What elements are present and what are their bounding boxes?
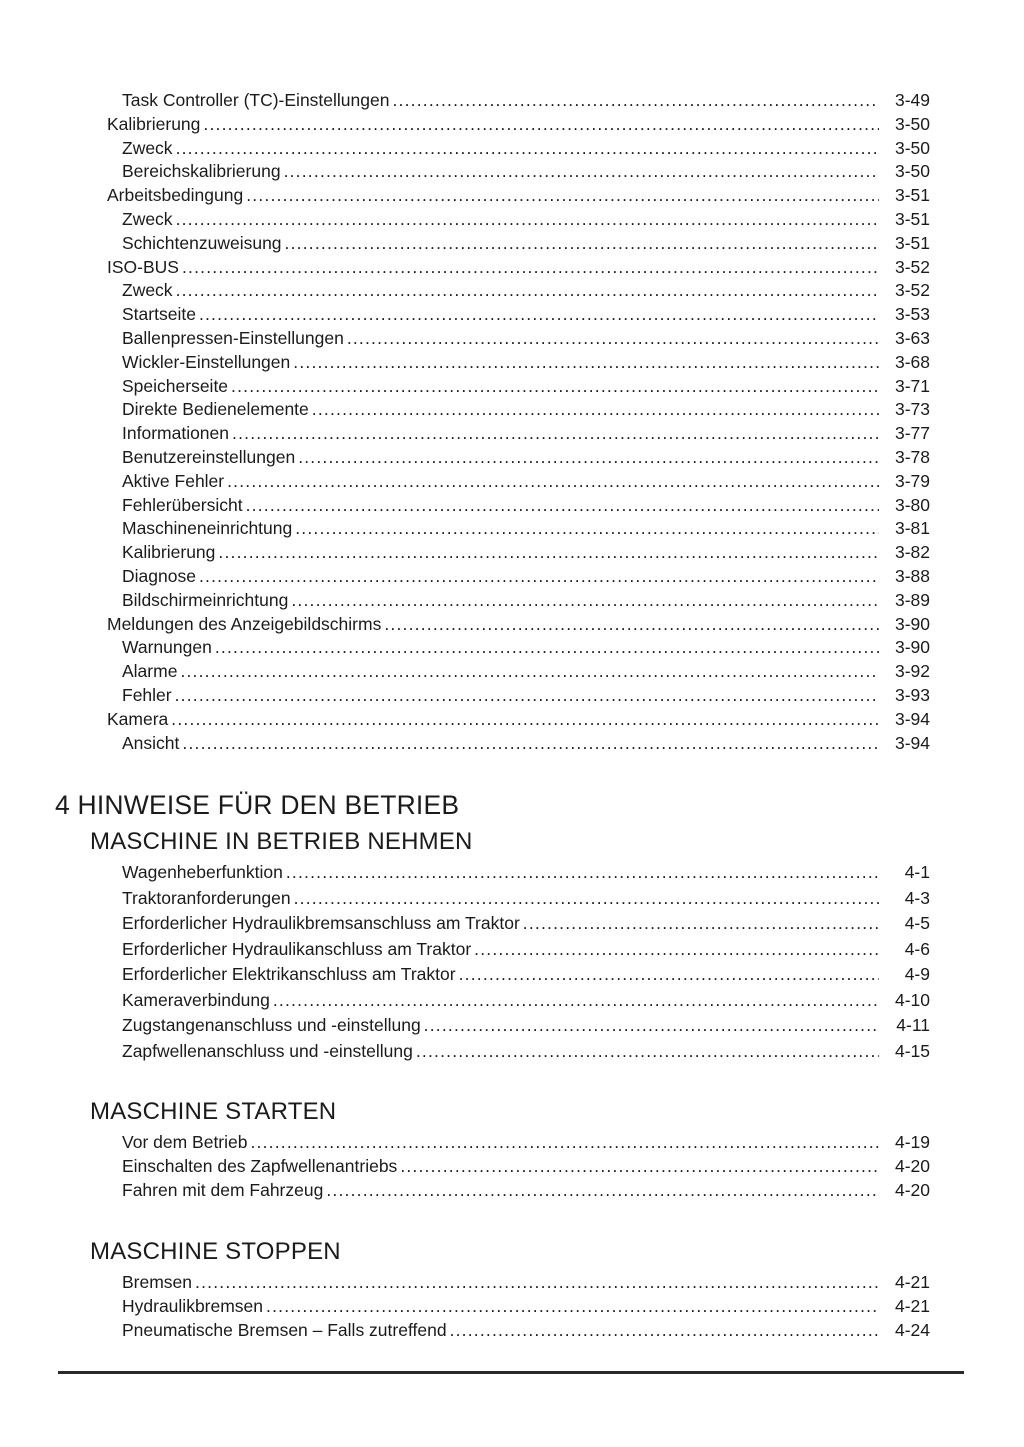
toc-entry-page: 3-92	[894, 661, 930, 682]
toc-entry-label: Kalibrierung	[107, 113, 201, 134]
toc-section-list	[0, 1272, 1024, 1344]
dot-leader	[266, 1296, 879, 1317]
toc-entry-label: Task Controller (TC)-Einstellungen	[122, 90, 390, 110]
toc-entry-page: 3-50	[894, 137, 930, 158]
toc-entry-page: 4-21	[894, 1296, 930, 1317]
toc-entry	[0, 1015, 1024, 1041]
toc-entry-page: 3-93	[894, 684, 930, 705]
toc-entry-page: 3-89	[894, 589, 930, 610]
toc-entry	[0, 913, 1024, 939]
dot-leader	[326, 1180, 879, 1201]
toc-entry	[0, 566, 1024, 590]
toc-entry	[0, 637, 1024, 661]
toc-entry-page: 3-94	[894, 708, 930, 729]
chapter4-heading: 4 HINWEISE FÜR DEN BETRIEB	[55, 790, 460, 821]
toc-entry	[0, 328, 1024, 352]
toc-entry-label: Benutzereinstellungen	[122, 446, 296, 467]
dot-leader	[195, 1272, 879, 1293]
toc-entry-page: 3-90	[894, 637, 930, 658]
dot-leader	[450, 1320, 879, 1341]
toc-entry-page: 3-88	[894, 565, 930, 586]
toc-entry-label: Diagnose	[122, 565, 196, 586]
toc-entry-page: 3-78	[894, 446, 930, 467]
toc-entry-page: 4-15	[894, 1040, 930, 1061]
toc-entry	[0, 590, 1024, 614]
toc-entry	[0, 138, 1024, 162]
toc-entry	[0, 862, 1024, 888]
toc-entry-label: Wagenheberfunktion	[122, 862, 283, 883]
toc-entry	[0, 661, 1024, 685]
toc-section-maschine-stoppen	[0, 1238, 1024, 1344]
toc-entry-page: 4-10	[894, 989, 930, 1010]
toc-entry	[0, 257, 1024, 281]
toc-entry	[0, 1041, 1024, 1067]
dot-leader	[203, 114, 879, 135]
dot-leader	[295, 518, 879, 539]
dot-leader	[171, 709, 879, 730]
toc-entry	[0, 209, 1024, 233]
toc-entry	[0, 1296, 1024, 1320]
toc-entry	[0, 990, 1024, 1016]
toc-entry-page: 3-73	[894, 399, 930, 420]
toc-entry-label: Kalibrierung	[122, 542, 216, 563]
dot-leader	[392, 90, 879, 111]
toc-entry-label: Fehler	[122, 684, 172, 705]
dot-leader	[227, 471, 879, 492]
toc-entry-label: Vor dem Betrieb	[122, 1132, 248, 1153]
toc-entry-page: 4-5	[904, 913, 930, 934]
toc-entry-label: Ballenpressen-Einstellungen	[122, 327, 344, 348]
toc-entry	[0, 161, 1024, 185]
toc-entry	[0, 733, 1024, 757]
dot-leader	[180, 661, 879, 682]
toc-entry	[0, 964, 1024, 990]
dot-leader	[298, 447, 879, 468]
dot-leader	[232, 423, 879, 444]
toc-entry	[0, 1156, 1024, 1180]
toc-entry-label: Fehlerübersicht	[122, 494, 243, 515]
toc-entry-label: ISO-BUS	[107, 256, 179, 277]
toc-entry-label: Zapfwellenanschluss und -einstellung	[122, 1040, 413, 1061]
toc-entry	[0, 518, 1024, 542]
toc-entry-page: 4-24	[894, 1320, 930, 1341]
toc-entry-label: Alarme	[122, 661, 178, 682]
toc-entry	[0, 685, 1024, 709]
dot-leader	[400, 1156, 879, 1177]
toc-entry-label: Zweck	[122, 280, 173, 301]
toc-entry-label: Bremsen	[122, 1272, 193, 1293]
toc-entry-label: Speicherseite	[122, 375, 229, 396]
dot-leader	[176, 209, 879, 230]
dot-leader	[523, 913, 879, 934]
toc-entry-page: 4-11	[896, 1015, 930, 1036]
toc-entry-page: 3-51	[894, 185, 930, 206]
toc-entry-label: Zweck	[122, 137, 173, 158]
dot-leader	[182, 257, 879, 278]
dot-leader	[215, 637, 879, 658]
toc-entry-page: 3-81	[894, 518, 930, 539]
toc-entry-label: Fahren mit dem Fahrzeug	[122, 1180, 324, 1201]
toc-entry-page: 3-52	[894, 256, 930, 277]
toc-entry	[0, 376, 1024, 400]
toc-entry	[0, 399, 1024, 423]
toc-entry-label: Schichtenzuweisung	[122, 232, 282, 253]
section-heading: MASCHINE IN BETRIEB NEHMEN	[90, 828, 473, 856]
toc-entry-label: Bildschirmeinrichtung	[122, 589, 289, 610]
toc-entry	[0, 233, 1024, 257]
toc-entry-label: Kameraverbindung	[122, 989, 270, 1010]
toc-entry-page: 4-20	[894, 1156, 930, 1177]
toc-entry-label: Zugstangenanschluss und -einstellung	[122, 1015, 421, 1036]
dot-leader	[416, 1041, 879, 1062]
dot-leader	[218, 542, 879, 563]
toc-section-list	[0, 1132, 1024, 1204]
toc-entry-page: 3-49	[894, 90, 930, 110]
dot-leader	[182, 733, 879, 754]
toc-section-maschine-in-betrieb-nehmen	[0, 828, 1024, 1066]
dot-leader	[286, 862, 879, 883]
dot-leader	[384, 614, 879, 635]
toc-entry	[0, 1272, 1024, 1296]
toc-entry	[0, 1180, 1024, 1204]
toc-entry	[0, 90, 1024, 114]
toc-entry	[0, 542, 1024, 566]
dot-leader	[424, 1015, 879, 1036]
toc-entry	[0, 1320, 1024, 1344]
toc-entry-label: Wickler-Einstellungen	[122, 351, 291, 372]
toc-entry	[0, 352, 1024, 376]
toc-entry-page: 3-63	[894, 327, 930, 348]
toc-entry	[0, 114, 1024, 138]
toc-entry	[0, 280, 1024, 304]
toc-entry	[0, 471, 1024, 495]
toc-entry	[0, 447, 1024, 471]
toc-section-list	[0, 862, 1024, 1066]
toc-entry-label: Warnungen	[122, 637, 212, 658]
dot-leader	[246, 185, 879, 206]
toc-entry-page: 4-21	[894, 1272, 930, 1293]
dot-leader	[231, 376, 879, 397]
toc-entry-label: Startseite	[122, 304, 196, 325]
dot-leader	[284, 161, 879, 182]
section-heading: MASCHINE STOPPEN	[90, 1238, 341, 1266]
dot-leader	[273, 990, 879, 1011]
section-heading: MASCHINE STARTEN	[90, 1098, 337, 1126]
toc-entry-label: Arbeitsbedingung	[107, 185, 244, 206]
toc-entry-label: Zweck	[122, 208, 173, 229]
toc-entry-page: 4-20	[894, 1180, 930, 1201]
toc-entry-page: 3-51	[894, 232, 930, 253]
toc-entry-page: 3-79	[894, 470, 930, 491]
toc-entry	[0, 1132, 1024, 1156]
toc-entry	[0, 939, 1024, 965]
toc-entry-label: Informationen	[122, 423, 230, 444]
toc-entry-page: 3-80	[894, 494, 930, 515]
dot-leader	[199, 566, 879, 587]
dot-leader	[246, 495, 879, 516]
dot-leader	[459, 964, 879, 985]
toc-entry	[0, 185, 1024, 209]
toc-section-maschine-starten	[0, 1098, 1024, 1204]
toc-entry-label: Erforderlicher Hydraulikanschluss am Traktor	[122, 938, 472, 959]
toc-entry-page: 4-19	[894, 1132, 930, 1153]
dot-leader	[285, 233, 879, 254]
toc-entry-label: Ansicht	[122, 732, 180, 753]
toc-entry-page: 3-50	[894, 161, 930, 182]
toc-entry-page: 4-9	[904, 964, 930, 985]
toc-entry	[0, 423, 1024, 447]
toc-entry-page: 4-3	[904, 887, 930, 908]
toc-entry-label: Kamera	[107, 708, 169, 729]
toc-entry-page: 4-1	[904, 862, 930, 883]
toc-entry	[0, 709, 1024, 733]
toc-entry-page: 4-6	[904, 938, 930, 959]
toc-entry-label: Direkte Bedienelemente	[122, 399, 309, 420]
dot-leader	[176, 280, 879, 301]
toc-entry-page: 3-90	[894, 613, 930, 634]
dot-leader	[291, 590, 879, 611]
toc-entry-label: Meldungen des Anzeigebildschirms	[107, 613, 382, 634]
toc-entry-page: 3-68	[894, 351, 930, 372]
toc-entry-label: Traktoranforderungen	[122, 887, 291, 908]
dot-leader	[176, 138, 879, 159]
dot-leader	[250, 1132, 879, 1153]
toc-entry-label: Erforderlicher Hydraulikbremsanschluss am Traktor	[122, 913, 520, 934]
toc-entry	[0, 888, 1024, 914]
toc-entry-label: Erforderlicher Elektrikanschluss am Traktor	[122, 964, 456, 985]
toc-entry-page: 3-94	[894, 732, 930, 753]
toc-entry-page: 3-53	[894, 304, 930, 325]
toc-entry-page: 3-71	[894, 375, 930, 396]
toc-entry-page: 3-50	[894, 113, 930, 134]
toc-entry	[0, 304, 1024, 328]
dot-leader	[294, 888, 879, 909]
toc-entry-page: 3-82	[894, 542, 930, 563]
toc-chapter3-list	[0, 90, 1024, 756]
toc-entry-label: Einschalten des Zapfwellenantriebs	[122, 1156, 398, 1177]
toc-entry-label: Hydraulikbremsen	[122, 1296, 264, 1317]
dot-leader	[199, 304, 879, 325]
dot-leader	[293, 352, 879, 373]
dot-leader	[347, 328, 879, 349]
toc-entry-page: 3-51	[894, 208, 930, 229]
dot-leader	[474, 939, 879, 960]
toc-entry-page: 3-77	[894, 423, 930, 444]
toc-entry-label: Maschineneinrichtung	[122, 518, 293, 539]
toc-entry-page: 3-52	[894, 280, 930, 301]
toc-entry	[0, 495, 1024, 519]
toc-entry	[0, 614, 1024, 638]
dot-leader	[175, 685, 879, 706]
footer-rule	[58, 1371, 964, 1374]
toc-entry-label: Pneumatische Bremsen – Falls zutreffend	[122, 1320, 447, 1341]
dot-leader	[312, 399, 879, 420]
toc-entry-label: Aktive Fehler	[122, 470, 225, 491]
toc-entry-label: Bereichskalibrierung	[122, 161, 281, 182]
